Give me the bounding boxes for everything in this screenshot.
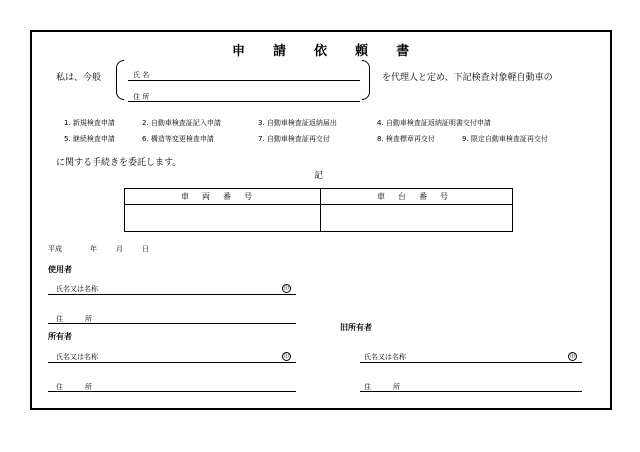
address-char: 所 [393,383,400,391]
option-8: 8. 検査標章再交付 [377,135,435,143]
agent-address-line[interactable] [128,101,360,102]
address-char: 住 [56,315,63,323]
vehicle-table [124,188,513,232]
header-char: 番 [419,192,427,201]
intro-before: 私は、今般 [56,73,102,83]
date-era: 平成 [48,245,62,253]
option-7: 7. 自動車検査証再交付 [258,135,330,143]
title-char: 申 [232,44,246,59]
chassis-number-cell[interactable] [321,205,512,231]
user-address-line[interactable] [48,323,296,324]
vehicle-number-header [181,191,252,202]
date-year: 年 [90,245,97,253]
header-char: 番 [223,192,231,201]
ki-heading: 記 [314,171,324,181]
former-owner-seal-icon: 印 [569,354,575,360]
option-1: 1. 新規検査申請 [64,119,115,127]
option-6: 6. 構造等変更検査申請 [142,135,214,143]
address-char: 所 [85,383,92,391]
header-char: 両 [202,192,210,201]
title-char: 書 [396,44,410,59]
right-brace [362,60,370,100]
header-char: 台 [398,192,406,201]
user-seal-icon: 印 [283,286,289,292]
option-2: 2. 自動車検査証記入申請 [142,119,221,127]
address-char: 住 [56,383,63,391]
former-owner-name-line[interactable] [360,362,582,363]
chassis-number-header [377,191,448,202]
date-day: 日 [142,245,149,253]
title-char: 請 [273,44,287,59]
option-5: 5. 継続検査申請 [64,135,115,143]
title-char: 頼 [355,44,369,59]
former-owner-heading: 旧所有者 [340,323,372,332]
agent-name-line[interactable] [128,80,360,81]
option-9: 9. 限定自動車検査証再交付 [462,135,548,143]
delegation-text: に関する手続きを委託します。 [56,158,182,168]
option-3: 3. 自動車検査証返納届出 [258,119,337,127]
header-char: 号 [440,192,448,201]
header-char: 車 [377,192,385,201]
date-month: 月 [116,245,123,253]
former-owner-name-label: 氏名又は名称 [364,353,406,361]
former-owner-address-line[interactable] [360,391,582,392]
user-name-line[interactable] [48,294,296,295]
owner-address-line[interactable] [48,391,296,392]
owner-heading: 所有者 [48,332,72,341]
intro-after: を代理人と定め、下記検査対象軽自動車の [382,73,553,83]
owner-name-line[interactable] [48,362,296,363]
owner-seal-icon: 印 [283,354,289,360]
agent-address-label: 住 所 [133,93,150,101]
left-brace [116,60,124,100]
agent-name-label: 氏 名 [133,71,150,79]
address-char: 住 [364,383,371,391]
vehicle-number-cell[interactable] [126,205,319,231]
title-char: 依 [314,44,328,59]
address-char: 所 [85,315,92,323]
option-4: 4. 自動車検査証返納証明書交付申請 [377,119,491,127]
form-title [232,40,409,59]
user-heading: 使用者 [48,265,72,274]
user-name-label: 氏名又は名称 [56,285,98,293]
header-char: 車 [181,192,189,201]
owner-name-label: 氏名又は名称 [56,353,98,361]
header-char: 号 [244,192,252,201]
